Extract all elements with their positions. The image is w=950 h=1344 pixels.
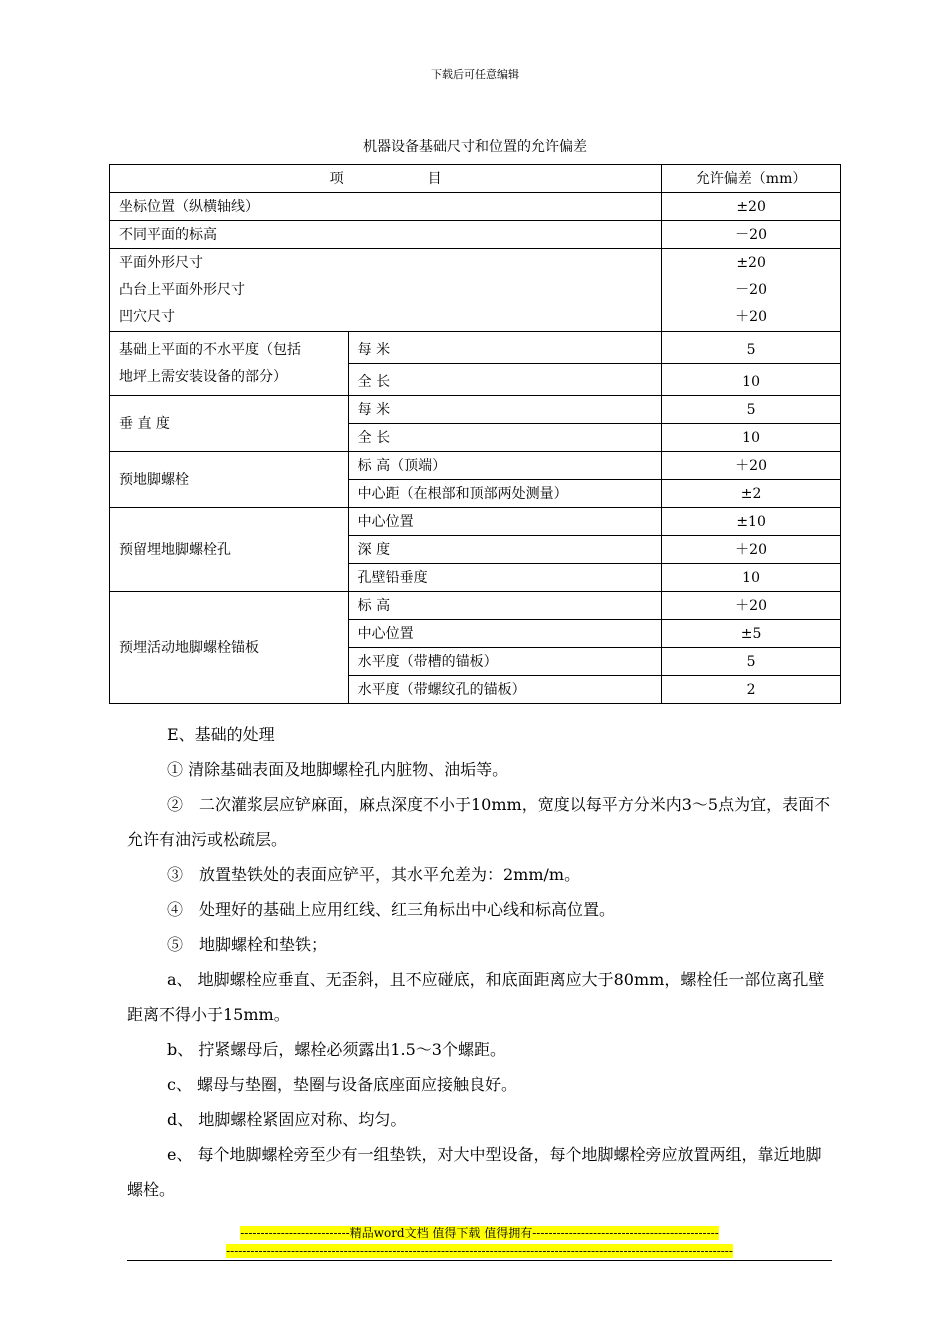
value-cell: 2 [662,676,841,704]
sub-item-cell: 标 高（顶端） [348,452,662,480]
sub-item-cell: 水平度（带槽的锚板） [348,648,662,676]
header-tolerance: 允许偏差（mm） [662,165,841,193]
footer-line-2: ----------------------------------------------------------------------------------------------------------------------------- [226,1244,733,1258]
sub-item-cell: 水平度（带螺纹孔的锚板） [348,676,662,704]
footer-banner [127,1224,832,1260]
header-note: 下载后可任意编辑 [431,68,519,81]
value-cell: 5 [662,648,841,676]
group-cell: 预留埋地脚螺栓孔 [110,508,349,592]
value-cell: ＋20 [662,452,841,480]
group-line: 基础上平面的不水平度（包括 [119,341,301,358]
paragraph: ④ 处理好的基础上应用红线、红三角标出中心线和标高位置。 [167,900,616,919]
table-title: 机器设备基础尺寸和位置的允许偏差 [363,139,587,155]
body-text [127,717,832,1207]
sub-item-cell: 全 长 [348,424,662,452]
paragraph: d、 地脚螺栓紧固应对称、均匀。 [167,1110,407,1129]
value-cell: ±2 [662,480,841,508]
value-cell: ＋20 [662,592,841,620]
item-cell [110,249,662,332]
value-cell: 10 [662,364,841,396]
sub-item-cell: 中心位置 [348,508,662,536]
paragraph: ③ 放置垫铁处的表面应铲平，其水平允差为：2mm/m。 [167,865,581,884]
group-cell [110,332,349,396]
group-cell: 垂 直 度 [110,396,349,452]
table-row [110,193,841,221]
sub-item-cell: 每 米 [348,332,662,364]
paragraph: ① 清除基础表面及地脚螺栓孔内脏物、油垢等。 [167,760,509,779]
group-cell: 预埋活动地脚螺栓锚板 [110,592,349,704]
paragraph: ⑤ 地脚螺栓和垫铁； [167,935,328,954]
table-row [110,332,841,364]
group-cell: 预地脚螺栓 [110,452,349,508]
value-cell: ±20 [662,193,841,221]
item-line: 平面外形尺寸 [119,255,203,271]
value-line: ＋20 [735,309,767,325]
group-line: 地坪上需安装设备的部分） [119,368,287,385]
footer-line-1: ---------------------------精品word文档 值得下载 值得拥有---------------------------------------------- [240,1226,719,1240]
value-cell: 10 [662,424,841,452]
header-item: 项 目 [110,165,662,193]
sub-item-cell: 标 高 [348,592,662,620]
table-row [110,508,841,536]
item-line: 凸台上平面外形尺寸 [119,282,245,298]
value-cell [662,249,841,332]
table-row [110,249,841,332]
value-cell: 5 [662,396,841,424]
value-cell: －20 [662,221,841,249]
value-line: －20 [735,282,767,298]
paragraph: b、 拧紧螺母后，螺栓必须露出1.5～3个螺距。 [167,1040,506,1059]
value-cell: ＋20 [662,536,841,564]
value-cell: ±5 [662,620,841,648]
sub-item-cell: 每 米 [348,396,662,424]
sub-item-cell: 深 度 [348,536,662,564]
paragraph: c、 螺母与垫圈，垫圈与设备底座面应接触良好。 [167,1075,518,1094]
sub-item-cell: 全 长 [348,364,662,396]
value-line: ±20 [736,255,766,271]
table-header-row [110,165,841,193]
paragraph: ② 二次灌浆层应铲麻面，麻点深度不小于10mm，宽度以每平方分米内3～5点为宜，表面不允许有油污或松疏层。 [127,795,831,849]
item-cell: 不同平面的标高 [110,221,662,249]
paragraph: a、 地脚螺栓应垂直、无歪斜，且不应碰底，和底面距离应大于80mm，螺栓任一部位离孔壁距离不得小于15mm。 [127,970,825,1024]
paragraph: e、 每个地脚螺栓旁至少有一组垫铁，对大中型设备，每个地脚螺栓旁应放置两组，靠近地脚螺栓。 [127,1145,822,1199]
section-heading: E、基础的处理 [167,725,275,744]
sub-item-cell: 孔壁铅垂度 [348,564,662,592]
table-row [110,452,841,480]
item-cell: 坐标位置（纵横轴线） [110,193,662,221]
sub-item-cell: 中心位置 [348,620,662,648]
table-row [110,221,841,249]
table-row [110,396,841,424]
value-cell: 5 [662,332,841,364]
value-cell: ±10 [662,508,841,536]
sub-item-cell: 中心距（在根部和顶部两处测量） [348,480,662,508]
tolerance-table [109,164,841,704]
table-row [110,592,841,620]
footer-rule [127,1260,832,1261]
item-line: 凹穴尺寸 [119,309,175,325]
value-cell: 10 [662,564,841,592]
